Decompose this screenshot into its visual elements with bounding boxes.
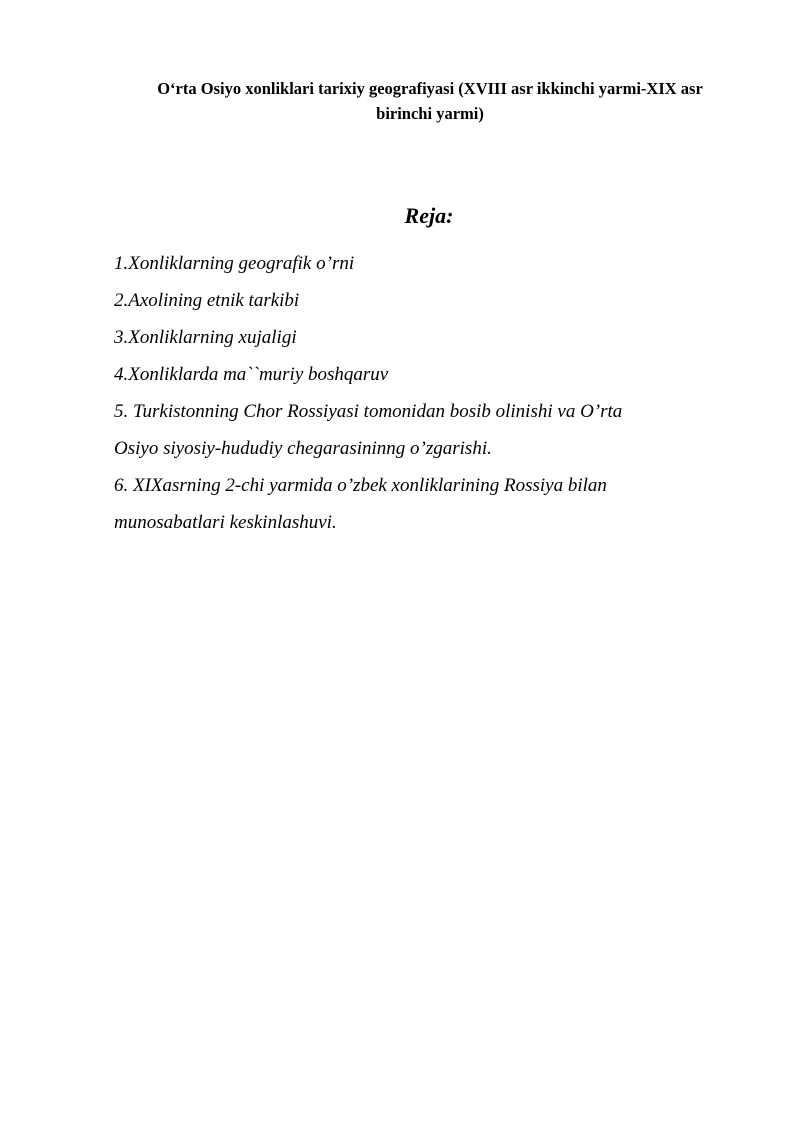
plan-item-text: Turkistonning Chor Rossiyasi tomonidan bosib olinishi va O’rta — [128, 401, 623, 422]
plan-item-number: 6. — [114, 475, 129, 496]
plan-item-continuation — [114, 504, 714, 541]
plan-item-text: Xonliklarning geografik o’rni — [128, 253, 355, 274]
plan-item-number: 2. — [114, 290, 129, 311]
plan-item — [114, 245, 714, 282]
plan-item-text: Xonliklarda ma``muriy boshqaruv — [128, 364, 389, 385]
plan-item — [114, 319, 714, 356]
plan-heading: Reja: — [404, 203, 454, 228]
plan-item — [114, 393, 714, 430]
plan-item-text: XIXasrning 2-chi yarmida o’zbek xonliklarining Rossiya bilan — [128, 475, 607, 496]
plan-list — [114, 245, 714, 541]
plan-item-text: munosabatlari keskinlashuvi. — [114, 512, 337, 533]
plan-item-number: 5. — [114, 401, 129, 422]
plan-item — [114, 356, 714, 393]
plan-item — [114, 467, 714, 504]
document-title — [110, 76, 750, 126]
plan-item-number: 4. — [114, 364, 129, 385]
plan-item-text: Osiyo siyosiy-hududiy chegarasininng o’zgarishi. — [114, 438, 492, 459]
title-line: birinchi yarmi) — [376, 104, 484, 123]
plan-item-continuation — [114, 430, 714, 467]
plan-item-number: 3. — [114, 327, 129, 348]
plan-item-number: 1. — [114, 253, 129, 274]
plan-item-text: Xonliklarning xujaligi — [128, 327, 297, 348]
plan-item — [114, 282, 714, 319]
plan-item-text: Axolining etnik tarkibi — [128, 290, 300, 311]
title-line: O‘rta Osiyo xonliklari tarixiy geografiyasi (XVIII asr ikkinchi yarmi-XIX asr — [157, 79, 703, 98]
